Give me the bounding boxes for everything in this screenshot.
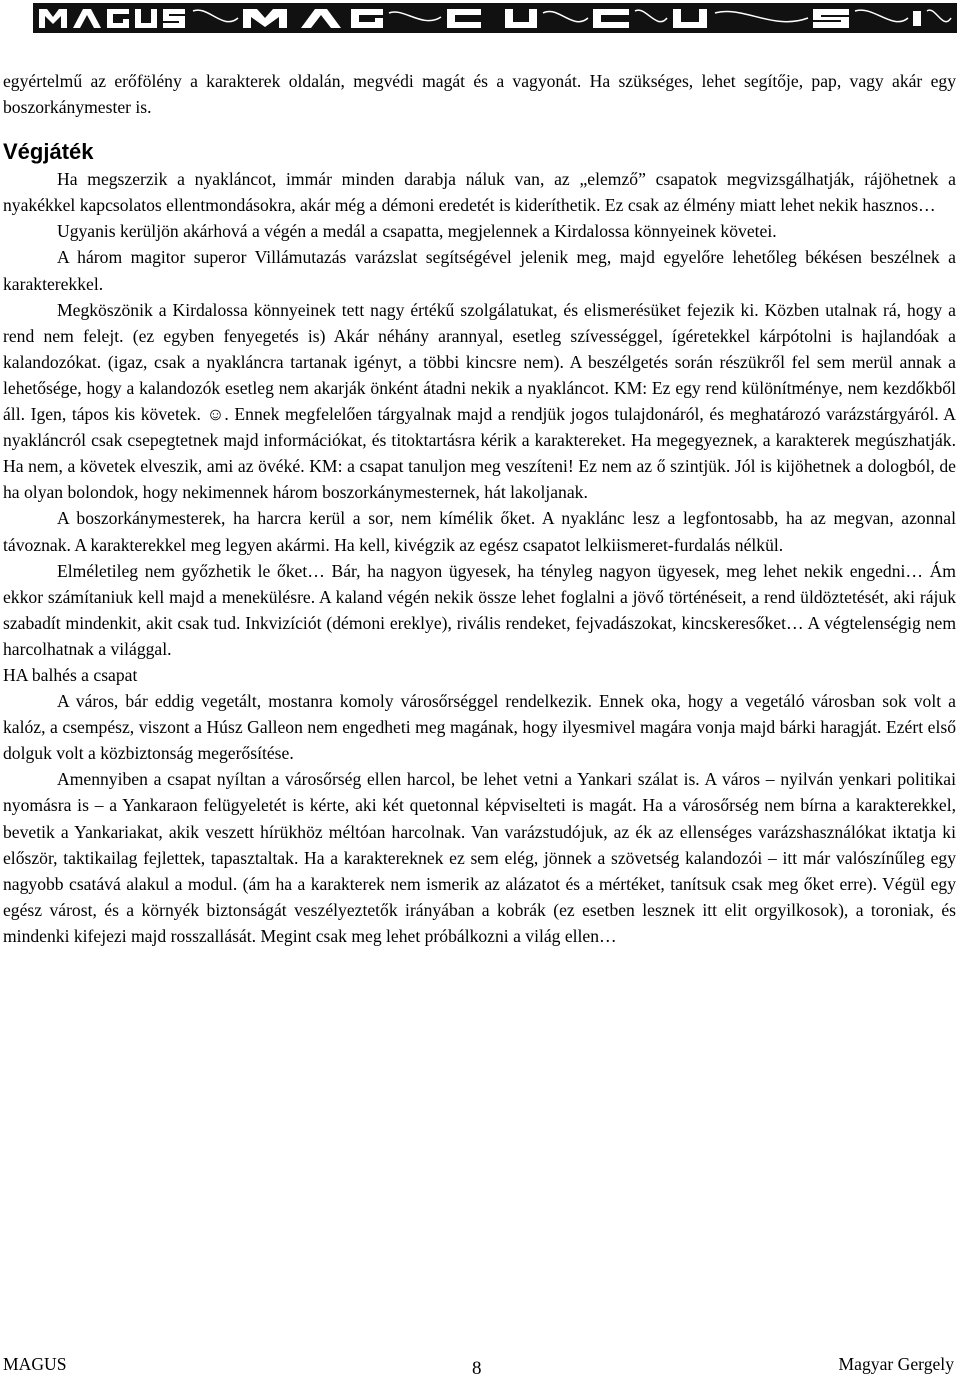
page-number: 8 bbox=[472, 1358, 482, 1379]
document-body bbox=[3, 68, 956, 949]
footer-left-title: MAGUS bbox=[3, 1354, 67, 1374]
subheading-balhes: HA balhés a csapat bbox=[3, 664, 138, 685]
section-heading-vegjatek: Végjáték bbox=[3, 139, 94, 165]
footer-author: Magyar Gergely bbox=[838, 1354, 954, 1374]
paragraph-1: egyértelmű az erőfölény a karakterek oldalán, megvédi magát és a vagyonát. Ha szükséges, lehet segítője, pap, vagy akár egy boszorkánymester is. bbox=[3, 71, 956, 118]
paragraph-9: Amennyiben a csapat nyíltan a városőrség ellen harcol, be lehet vetni a Yankari szálat is. A város – nyilván yenkari politikai nyomásra is – a Yankaraon felügyeletét is kérte, aki két quetonnal képviselteti is magát. Ha a városőrség nem bírna a karakterekkel, bevetik a Yankariakat, akik veszett hírükhöz méltóan harcolnak. Van varázstudójuk, az ék az ellenséges varázshasználókat iktatja ki először, taktikailag fejlettek, tapasztaltak. Ha a karaktereknek ez sem elég, jönnek a szövetség kalandozói – itt már valószínűleg egy nagyobb csatává alakul a modul. (ám ha a karakterek nem ismerik az alázatot és a mértéket, tanítsuk csak meg őket erre). Végül egy egész várost, és a környék biztonságát veszélyeztetők irányában a kobrák (ez esetben lesznek itt elit orgyilkosok), a toroniak, és mindenki kifejezi majd rosszallását. Megint csak meg lehet próbálkozni a világ ellen… bbox=[3, 769, 956, 946]
paragraph-5: Megköszönik a Kirdalossa könnyeinek tett nagy értékű szolgálatukat, és elismerésüket fejezik ki. Közben utalnak rá, hogy a rend nem felejt. (ez egyben fenyegetés is) Akár néhány arannyal, esetleg szívességgel, ígéretekkel kárpótolni is hajlandóak a kalandozókat. (igaz, csak a nyakláncra tartanak igényt, a többi kincsre nem). A beszélgetés során részükről fel sem merül annak a lehetősége, hogy a kalandozók esetleg nem akarják önként átadni nekik a nyakláncot. KM: Ez egy rend különítménye, nem kezdőkből áll. Igen, tápos kis követek. ☺. Ennek megfelelően tárgyalnak majd a rendjük jogos tulajdonáról, és meghatározó varázstárgyáról. A nyakláncról csak csepegtetnek majd információkat, és titoktartásra kérik a karaktereket. Ha megegyeznek, a karakterek megúszhatják. Ha nem, a követek elveszik, ami az övéké. KM: a csapat tanuljon meg veszíteni! Ez nem az ő szintjük. Jól is kijöhetnek a dologból, de ha olyan bolondok, hogy nekimennek három boszorkánymesternek, hát lakoljanak. bbox=[3, 299, 956, 503]
page-footer bbox=[0, 1354, 960, 1378]
banner-ornament bbox=[33, 3, 957, 33]
paragraph-2: Ha megszerzik a nyakláncot, immár minden darabja náluk van, az „elemző” csapatok megvizsgálhatják, rájöhetnek a nyakékkel kapcsolatos ellentmondásokra, akár még a démoni eredetét is kideríthetik. Ez csak az élmény miatt lehet nekik hasznos… bbox=[3, 169, 956, 216]
paragraph-3: Ugyanis kerüljön akárhová a végén a medál a csapatta, megjelennek a Kirdalossa könnyeinek követei. bbox=[57, 221, 777, 242]
paragraph-6: A boszorkánymesterek, ha harcra kerül a sor, nem kímélik őket. A nyaklánc lesz a legfontosabb, ha az megvan, azonnal távoznak. A karakterekkel meg legyen akármi. Ha kell, kivégzik az egész csapatot lelkiismeret-furdalás nélkül. bbox=[3, 508, 956, 555]
paragraph-7: Elméletileg nem győzhetik le őket… Bár, ha nagyon ügyesek, ha tényleg nagyon ügyesek, meg lehet nekik engedni… Ám ekkor számítaniuk kell majd a menekülésre. A kaland végén nekik össze lehet foglalni a jövő történéseit, a rend üldöztetését, aki rájuk szabadít mindenkit, akit csak tud. Inkvizíciót (démoni ereklye), rivális rendeket, fejvadászokat, kincskeresőket… A végtelenségig nem harcolhatnak a világgal. bbox=[3, 560, 956, 659]
paragraph-4: A három magitor superor Villámutazás varázslat segítségével jelenik meg, majd egyelőre lehetőleg békésen beszélnek a karakterekkel. bbox=[3, 247, 956, 294]
header-banner bbox=[33, 3, 957, 33]
paragraph-8: A város, bár eddig vegetált, mostanra komoly városőrséggel rendelkezik. Ennek oka, hogy a vegetáló városban sok volt a kalóz, a csempész, viszont a Húsz Galleon nem engedheti meg magának, hogy ilyesmivel magára vonja majd bárki haragját. Ezért első dolguk volt a közbiztonság megerősítése. bbox=[3, 691, 956, 764]
